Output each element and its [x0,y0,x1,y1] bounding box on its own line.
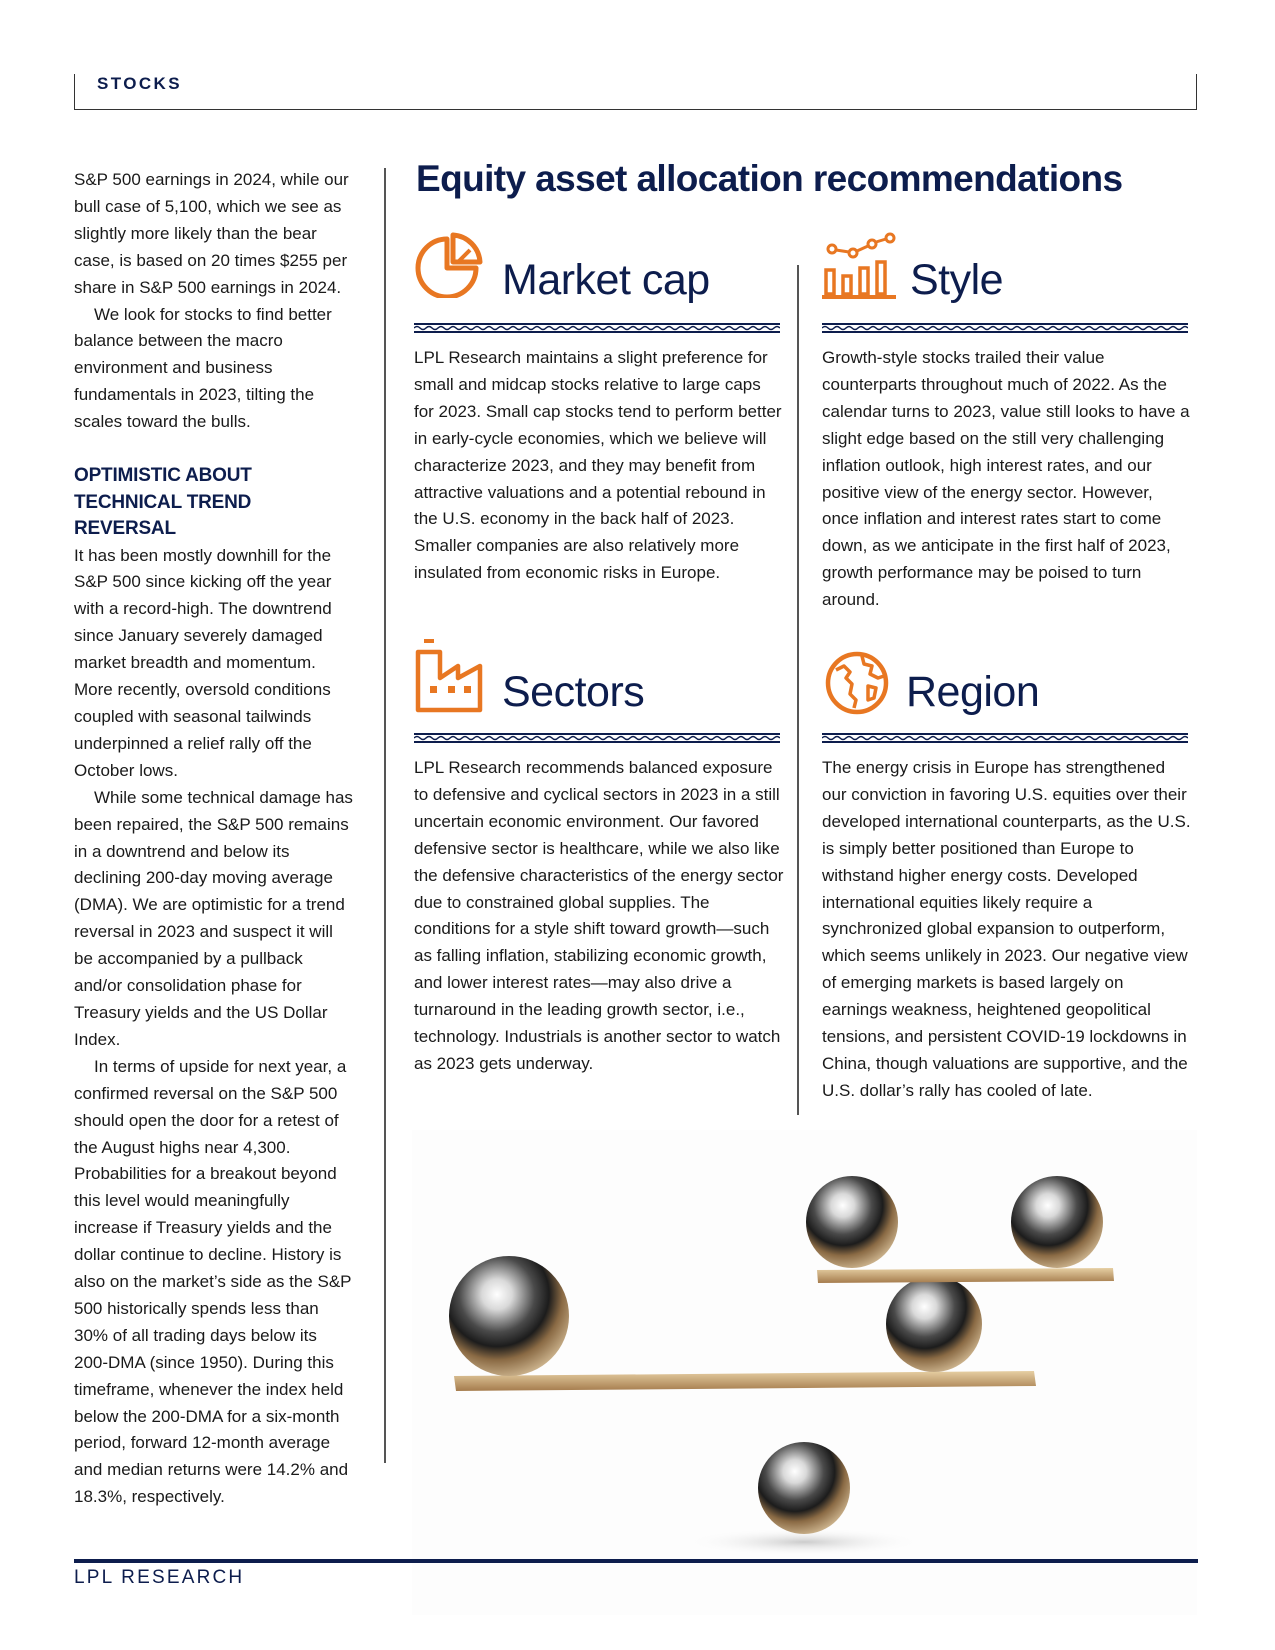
card-title: Sectors [502,668,645,716]
wave-divider [414,322,780,334]
card-divider [797,265,799,1115]
section-header [74,74,1197,110]
paragraph: We look for stocks to find better balance between the macro environment and business fundamentals in 2023, tilting the scales toward the bulls. [74,304,332,432]
column-divider [384,168,386,1463]
card-text: Growth-style stocks trailed their value counterparts throughout much of 2022. As the calendar turns to 2023, value still looks to have a slight edge based on the still very challenging inflation outlook, high interest rates, and our positive view of the energy sector. However, once inflation and interest rates start to come down, as we anticipate in the first half of 2023, growth performance may be poised to turn around. [822,348,1190,610]
pie-chart-icon [414,232,484,303]
subheading: OPTIMISTIC ABOUT TECHNICAL TREND REVERSAL [74,465,252,540]
card-text: LPL Research recommends balanced exposure to defensive and cyclical sectors in 2023 in a still uncertain economic environment. Our favored defensive sector is healthcare, while we also like the defensive characteristics of the energy sector due to constrained global supplies. The conditions for a style shift toward growth—such as falling inflation, stabilizing economic growth, and lower interest rates—may also drive a turnaround in the leading growth sector, i.e., technology. Industrials is another sector to watch as 2023 gets underway. [414,758,784,1073]
bar-chart-trend-icon [822,230,898,307]
paragraph: S&P 500 earnings in 2024, while our bull case of 5,100, which we see as slightly more likely than the bear case, is based on 20 times $255 per share in S&P 500 earnings in 2024. [74,170,349,297]
card-text: The energy crisis in Europe has strengthened our conviction in favoring U.S. equities over their developed international counterparts, as the U.S. is simply better positioned than Europe to withstand higher energy costs. Developed international equities likely require a synchronized global expansion to outperform, which seems unlikely in 2023. Our negative view of emerging markets is based largely on earnings weakness, heightened geopolitical tensions, and persistent COVID-19 lockdowns in China, though valuations are supportive, and the U.S. dollar’s rally has cooled of late. [822,758,1191,1100]
card-title: Style [910,256,1004,304]
paragraph: It has been mostly downhill for the S&P 500 since kicking off the year with a record-high. The downtrend since January severely damaged market breadth and momentum. More recently, oversold conditions coupled with seasonal tailwinds underpinned a relief rally off the October lows. [74,545,332,780]
balance-spheres-illustration [412,1130,1197,1615]
card-text: LPL Research maintains a slight preference for small and midcap stocks relative to large caps for 2023. Small cap stocks tend to perform better in early-cycle economies, which we believe will characterize 2023, and they may benefit from attractive valuations and a potential rebound in the U.S. economy in the back half of 2023. Smaller companies are also relatively more insulated from economic risks in Europe. [414,348,782,583]
wave-divider [822,322,1188,334]
factory-icon [414,638,486,719]
card-title: Region [906,668,1040,716]
card-title: Market cap [502,256,710,304]
footer-label: LPL RESEARCH [74,1567,245,1588]
wave-divider [414,732,780,744]
wave-divider [822,732,1188,744]
footer-rule [74,1559,1198,1563]
paragraph: While some technical damage has been repaired, the S&P 500 remains in a downtrend and below its declining 200-day moving average (DMA). We are optimistic for a trend reversal in 2023 and suspect it will be accompanied by a pullback and/or consolidation phase for Treasury yields and the US Dollar Index. [74,787,353,1049]
left-column [74,167,354,1511]
paragraph: In terms of upside for next year, a confirmed reversal on the S&P 500 should open the door for a retest of the August highs near 4,300. Probabilities for a breakout beyond this level would meaningfully increase if Treasury yields and the dollar continue to decline. History is also on the market’s side as the S&P 500 historically spends less than 30% of all trading days below its 200-DMA (since 1950). During this timeframe, whenever the index held below the 200-DMA for a six-month period, forward 12-month average and median returns were 14.2% and 18.3%, respectively. [74,1056,352,1507]
page-title: Equity asset allocation recommendations [416,158,1123,199]
globe-icon [824,650,890,721]
section-label: STOCKS [97,74,182,93]
